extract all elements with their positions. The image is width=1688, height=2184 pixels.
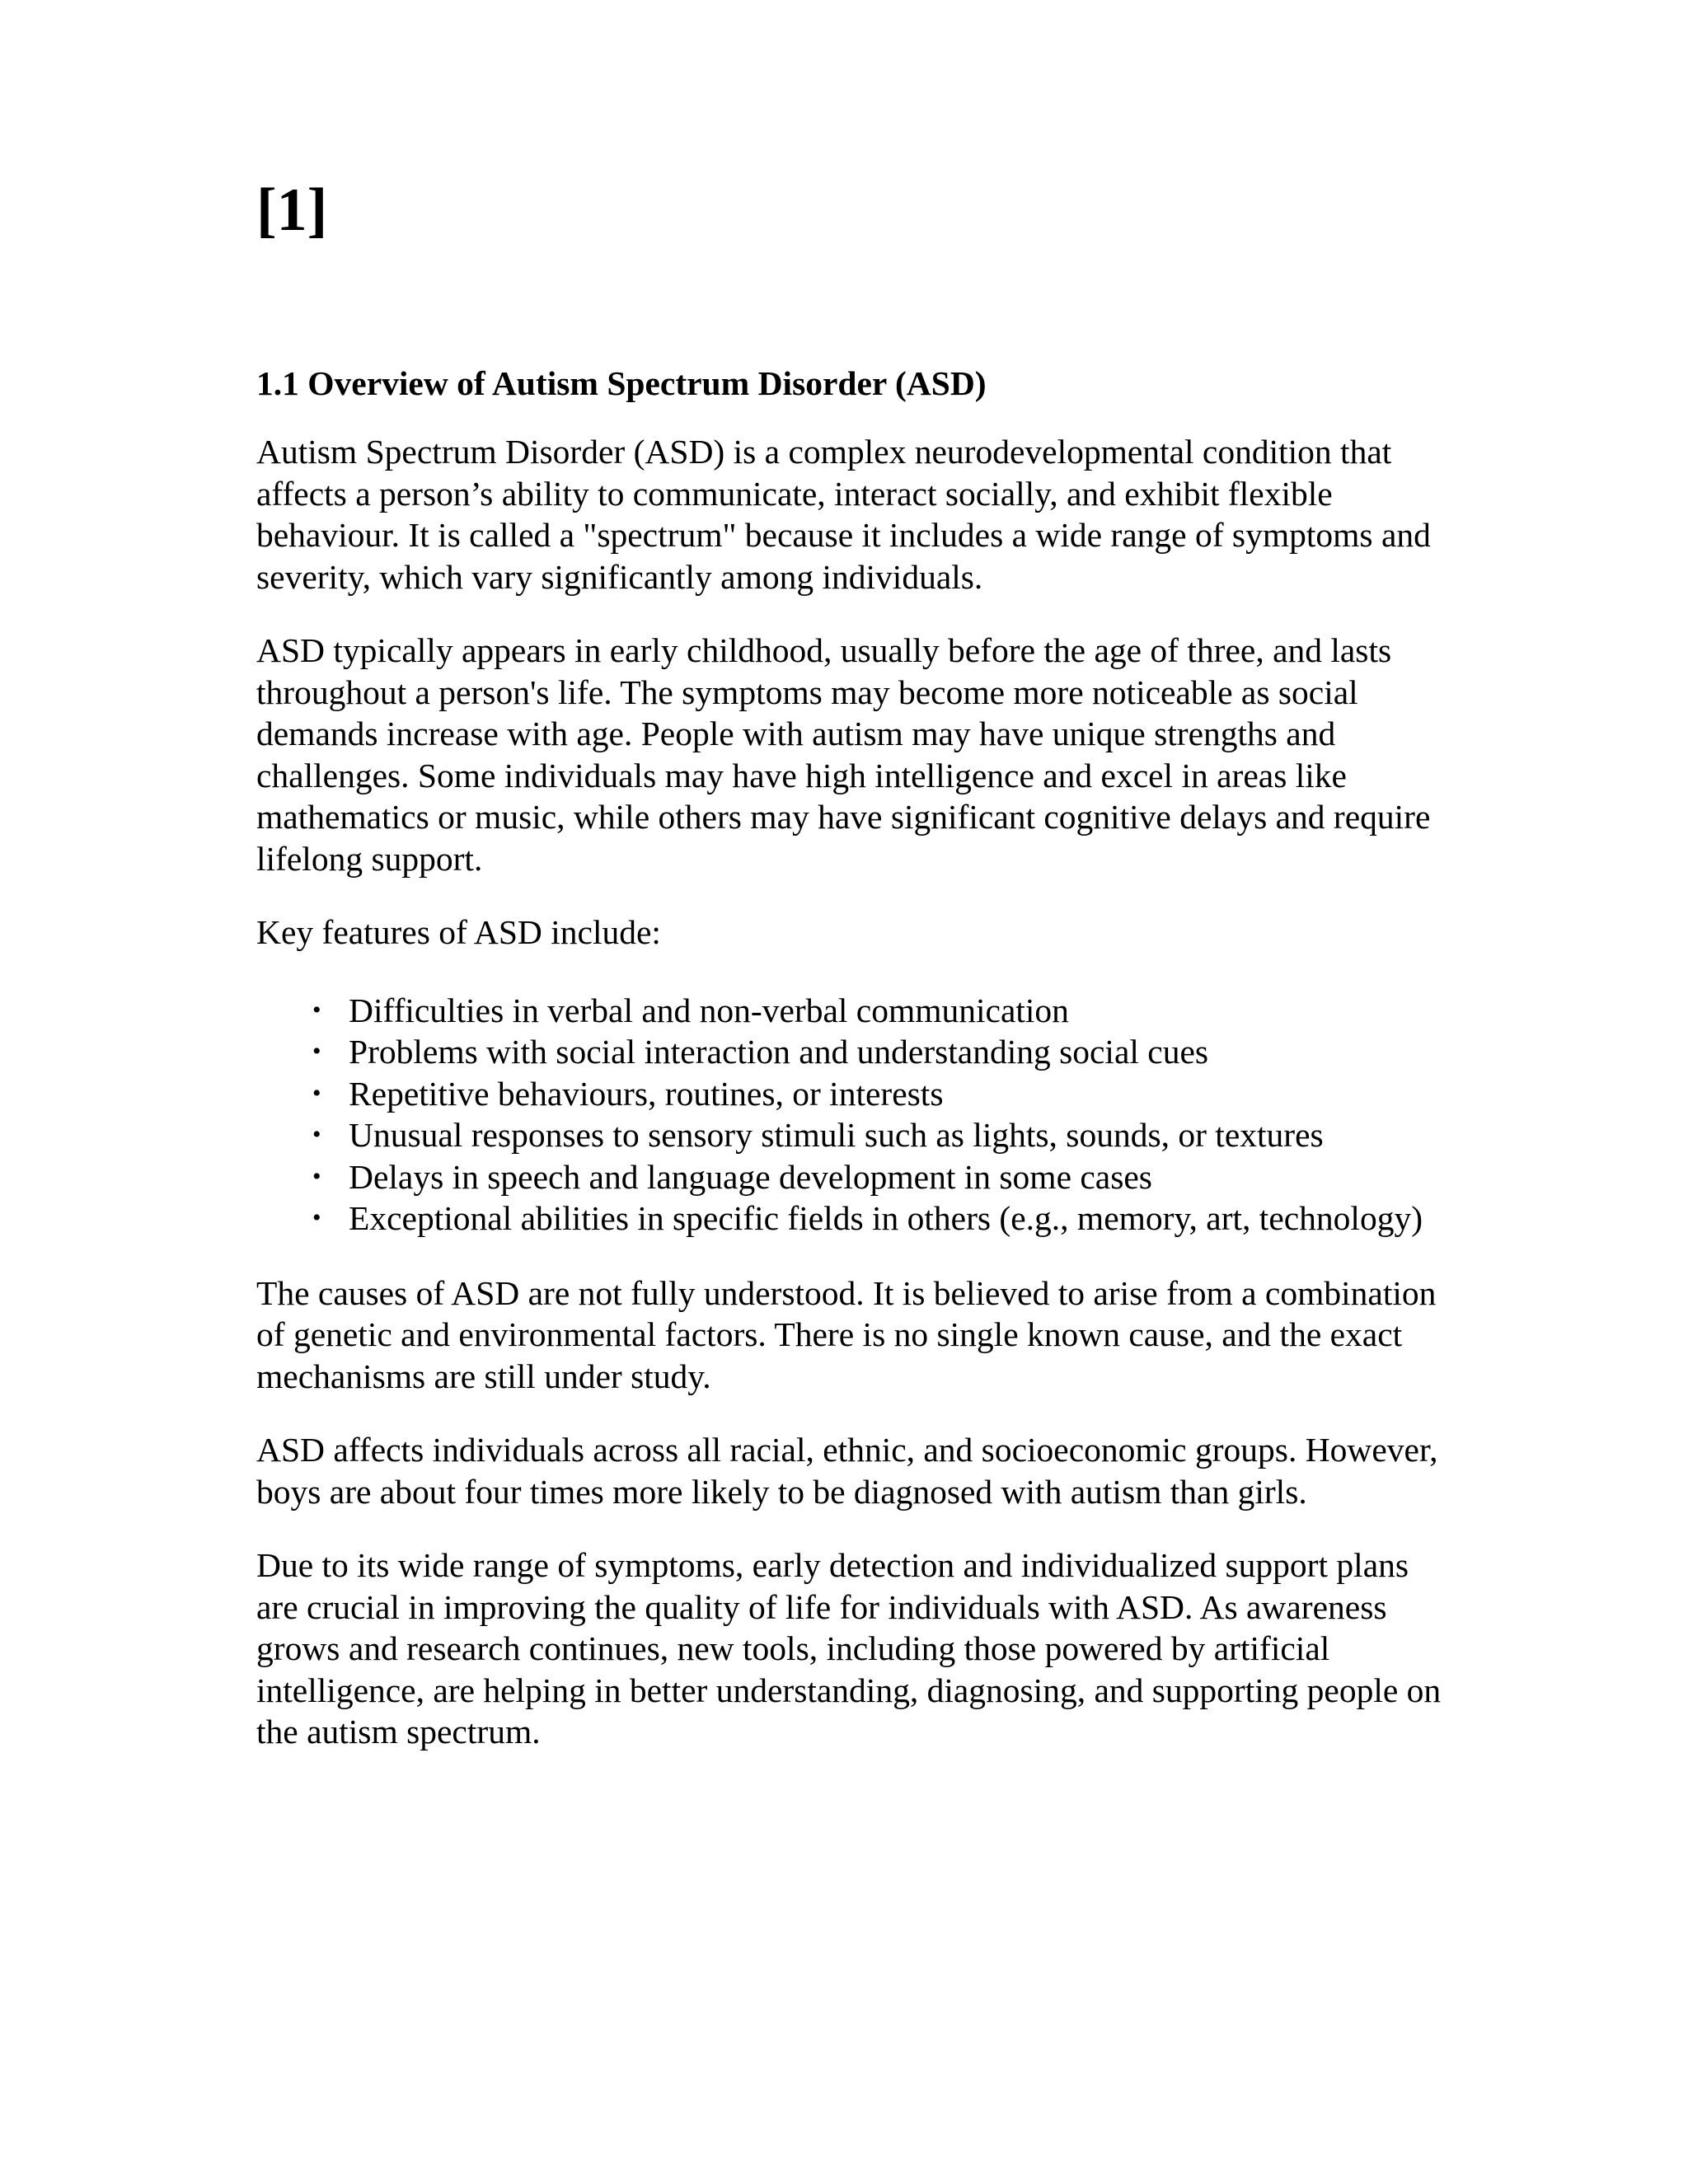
- paragraph-definition: Autism Spectrum Disorder (ASD) is a complex neurodevelopmental condition that affects a person’s ability to communicate, interact socially, and exhibit flexible behaviour. It is called a "spectrum" because it includes a wide range of symptoms and severity, which vary significantly among individuals.: [256, 433, 1431, 596]
- section-heading: 1.1 Overview of Autism Spectrum Disorder (ASD): [256, 364, 987, 402]
- key-features-list: [256, 990, 1456, 1240]
- bullet-icon: •: [312, 996, 321, 1024]
- bullet-icon: •: [312, 1204, 321, 1231]
- paragraph-onset: ASD typically appears in early childhood, usually before the age of three, and lasts throughout a person's life. The symptoms may become more noticeable as social demands increase with age. People with autism may have unique strengths and challenges. Some individuals may have high intelligence and excel in areas like mathematics or music, while others may have significant cognitive delays and require lifelong support.: [256, 631, 1431, 878]
- bullet-icon: •: [312, 1038, 321, 1065]
- list-intro: Key features of ASD include:: [256, 913, 661, 951]
- list-item: [256, 990, 1456, 1032]
- bullet-icon: •: [312, 1079, 321, 1107]
- list-item-text: Difficulties in verbal and non-verbal communication: [349, 991, 1069, 1029]
- chapter-label: [1]: [256, 176, 328, 244]
- list-item: [256, 1114, 1456, 1156]
- paragraph-support: Due to its wide range of symptoms, early detection and individualized support plans are crucial in improving the quality of life for individuals with ASD. As awareness grows and research continues, new tools, including those powered by artificial intelligence, are helping in better understanding, diagnosing, and supporting people on the autism spectrum.: [256, 1546, 1442, 1750]
- list-item-text: Delays in speech and language development in some cases: [349, 1157, 1152, 1196]
- list-item-text: Problems with social interaction and understanding social cues: [349, 1033, 1209, 1071]
- paragraph-prevalence: ASD affects individuals across all racial, ethnic, and socioeconomic groups. However, boys are about four times more likely to be diagnosed with autism than girls.: [256, 1431, 1438, 1511]
- list-item: [256, 1031, 1456, 1073]
- list-item: [256, 1073, 1456, 1115]
- list-item-text: Repetitive behaviours, routines, or interests: [349, 1074, 944, 1113]
- list-item: [256, 1197, 1456, 1240]
- list-item: [256, 1156, 1456, 1198]
- bullet-icon: •: [312, 1162, 321, 1190]
- paragraph-causes: The causes of ASD are not fully understood. It is believed to arise from a combination of genetic and environmental factors. There is no single known cause, and the exact mechanisms are still under study.: [256, 1273, 1437, 1395]
- bullet-icon: •: [312, 1121, 321, 1148]
- section-content: [256, 359, 1456, 1785]
- list-item-text: Unusual responses to sensory stimuli such as lights, sounds, or textures: [349, 1116, 1324, 1154]
- list-item-text: Exceptional abilities in specific fields in others (e.g., memory, art, technology): [349, 1199, 1423, 1237]
